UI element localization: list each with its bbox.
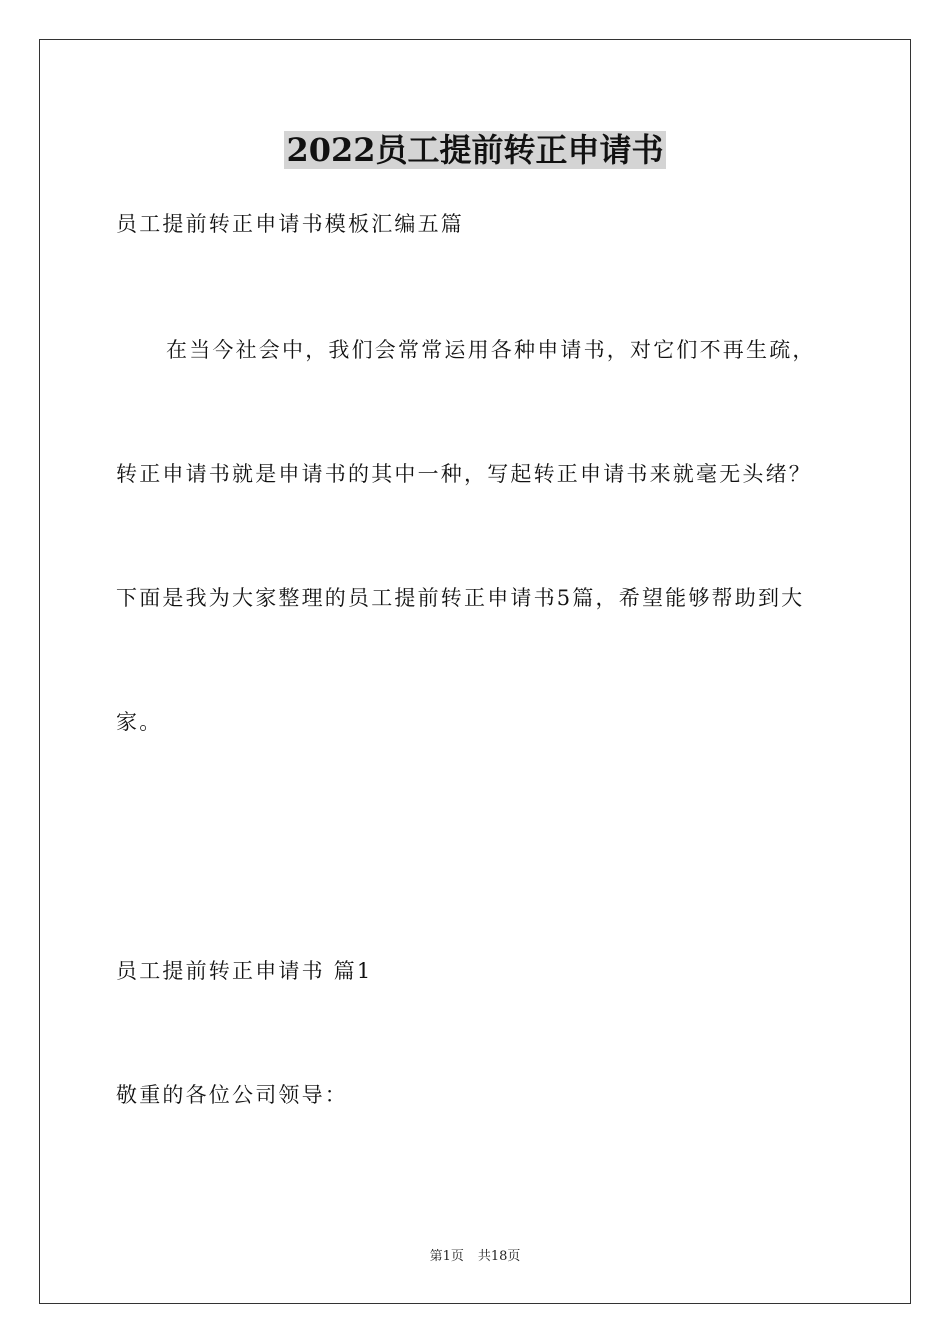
paragraph-line-4: 家。 xyxy=(116,710,163,734)
document-title-text: 2022员工提前转正申请书 xyxy=(286,131,664,169)
page-number: 第1页 xyxy=(429,1249,464,1264)
document-title xyxy=(0,128,950,172)
paragraph-line-3: 下面是我为大家整理的员工提前转正申请书5篇，希望能够帮助到大 xyxy=(116,586,805,610)
document-subtitle: 员工提前转正申请书模板汇编五篇 xyxy=(116,212,464,236)
paragraph-line-1: 在当今社会中，我们会常常运用各种申请书，对它们不再生疏， xyxy=(166,338,816,362)
paragraph-line-2: 转正申请书就是申请书的其中一种，写起转正申请书来就毫无头绪？ xyxy=(116,462,812,486)
page-footer xyxy=(0,1248,950,1266)
page-total: 共18页 xyxy=(477,1249,521,1264)
salutation: 敬重的各位公司领导： xyxy=(116,1083,348,1107)
section-heading: 员工提前转正申请书 篇1 xyxy=(116,959,373,983)
